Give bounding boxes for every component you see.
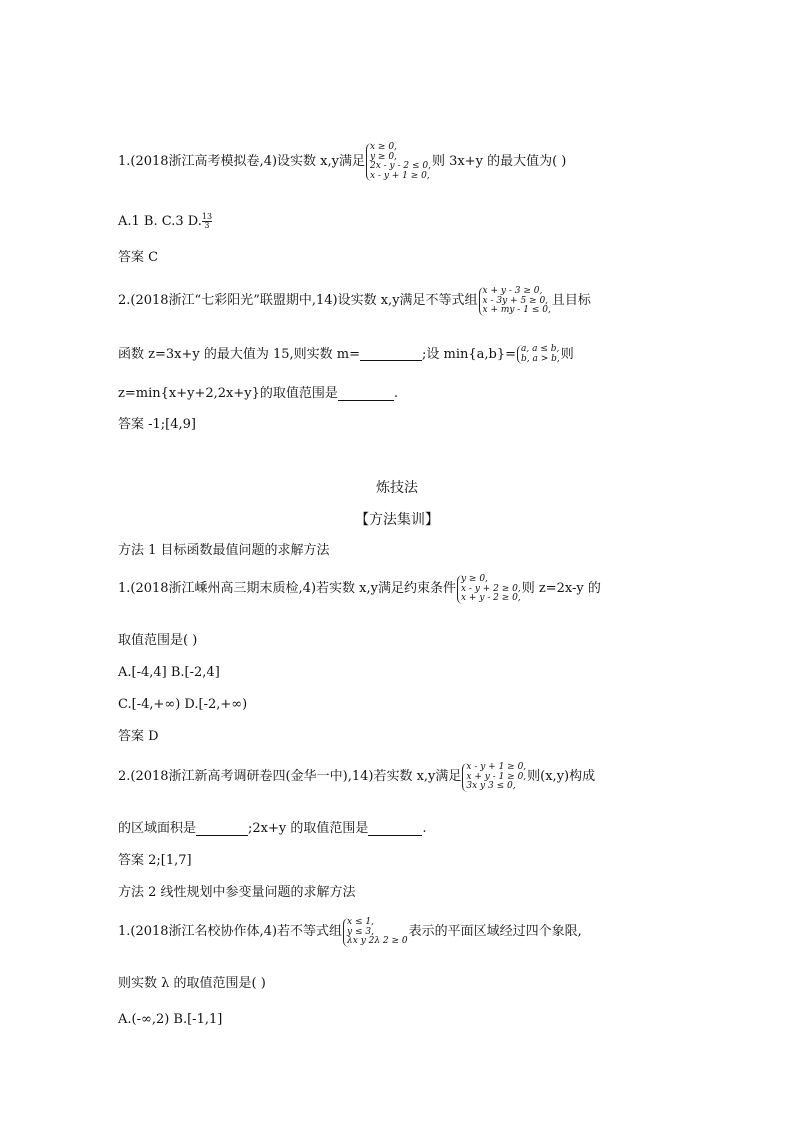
q2-stem	[118, 287, 591, 316]
q2-sys-row: x + y - 3 ≥ 0,	[482, 286, 543, 296]
m1q2-text: 2.(2018浙江新高考调研卷四(金华一中),14)若实数 x,y满足	[118, 769, 462, 785]
m1q2-line2-end: .	[422, 821, 427, 836]
m1q1-sys-row: y ≥ 0,	[460, 574, 488, 584]
fraction-denominator: 3	[204, 221, 210, 230]
min-sys-row: b, a > b,	[521, 353, 560, 364]
q2-line3-end: .	[393, 386, 398, 401]
q2-answer: 答案 -1;[4,9]	[118, 417, 196, 432]
q1-sys-row: y ≥ 0,	[369, 151, 397, 162]
m2q1-options: A.(-∞,2) B.[-1,1]	[118, 1012, 223, 1027]
q2-system	[479, 287, 551, 316]
section-title: 炼技法	[376, 480, 418, 496]
m1q2-line2-text: 的区域面积是	[118, 821, 197, 836]
m1q1-text: 1.(2018浙江嵊州高三期末质检,4)若实数 x,y满足约束条件	[118, 581, 456, 597]
method1-heading: 方法 1 目标函数最值问题的求解方法	[118, 543, 330, 558]
q2-line2-tail: 则	[560, 346, 574, 362]
q1-options	[118, 213, 212, 230]
m2q1-text: 1.(2018浙江名校协作体,4)若不等式组	[118, 924, 343, 940]
m1q2-line2-mid: ;2x+y 的取值范围是	[248, 821, 369, 836]
m2q1-stem	[118, 918, 582, 947]
answer-blank	[196, 823, 248, 836]
m1q2-sys-row: 3x y 3 ≤ 0,	[466, 781, 516, 791]
m1q1-options-cd: C.[-4,+∞) D.[-2,+∞)	[118, 697, 248, 712]
m1q1-sys-row: x + y - 2 ≥ 0,	[460, 593, 521, 603]
q1-sys-row: x ≥ 0,	[369, 142, 397, 152]
m1q1-options-ab: A.[-4,4] B.[-2,4]	[118, 665, 220, 680]
m1q2-sys-row: x + y - 1 ≥ 0,	[466, 771, 527, 782]
q2-line3	[118, 386, 398, 402]
q2-text-tail: 且目标	[551, 293, 591, 309]
q1-system	[366, 143, 431, 181]
m2q1-system	[343, 918, 408, 947]
m1q1-system	[457, 575, 521, 604]
m1q2-text-tail: 则(x,y)构成	[527, 769, 596, 785]
m2q1-sys-row: x ≤ 1,	[347, 917, 374, 927]
min-definition-system	[517, 345, 560, 364]
answer-blank	[360, 348, 422, 361]
q1-sys-row: x - y + 1 ≥ 0,	[369, 170, 430, 181]
m2q1-sys-row: y ≤ 3,	[347, 926, 374, 937]
q2-line3-text: z=min{x+y+2,2x+y}的取值范围是	[118, 386, 338, 401]
q1-text-tail: 则 3x+y 的最大值为( )	[431, 154, 567, 169]
m1q2-stem	[118, 763, 595, 792]
m1q2-system	[462, 763, 526, 792]
q2-line2	[118, 345, 574, 364]
q1-answer: 答案 C	[118, 250, 159, 265]
answer-blank	[368, 823, 422, 836]
m1q1-text-tail: 则 z=2x-y 的	[521, 581, 601, 597]
section-subtitle: 【方法集训】	[355, 512, 439, 528]
m1q2-answer: 答案 2;[1,7]	[118, 853, 192, 868]
min-sys-row: a, a ≤ b,	[521, 344, 560, 354]
method2-heading: 方法 2 线性规划中参变量问题的求解方法	[118, 885, 356, 900]
q2-sys-row: x + my - 1 ≤ 0,	[482, 305, 551, 315]
q2-sys-row: x - 3y + 5 ≥ 0,	[482, 295, 549, 306]
fraction-numerator: 13	[201, 212, 213, 221]
q1-text: 1.(2018浙江高考模拟卷,4)设实数 x,y满足	[118, 154, 365, 169]
q1-fraction	[202, 213, 212, 230]
m2q1-sys-row: λx y 2λ 2 ≥ 0	[347, 936, 408, 946]
q2-text: 2.(2018浙江“七彩阳光”联盟期中,14)设实数 x,y满足不等式组	[118, 293, 478, 309]
m1q1-stem	[118, 575, 601, 604]
m2q1-line2: 则实数 λ 的取值范围是( )	[118, 976, 266, 991]
m1q2-sys-row: x - y + 1 ≥ 0,	[466, 762, 527, 772]
q1-stem	[118, 143, 566, 181]
m1q1-answer: 答案 D	[118, 729, 159, 744]
q1-options-text: A.1 B. C.3 D.	[118, 213, 202, 229]
m1q1-line2: 取值范围是( )	[118, 633, 198, 648]
m1q2-line2	[118, 821, 427, 837]
q2-line2-mid: ;设 min{a,b}=	[422, 346, 517, 362]
answer-blank	[338, 388, 394, 401]
m2q1-text-tail: 表示的平面区域经过四个象限,	[408, 924, 582, 940]
m1q1-sys-row: x - y + 2 ≥ 0,	[460, 583, 521, 594]
q2-line2-text: 函数 z=3x+y 的最大值为 15,则实数 m=	[118, 346, 361, 362]
q1-sys-row: 2x - y - 2 ≤ 0,	[369, 161, 431, 171]
